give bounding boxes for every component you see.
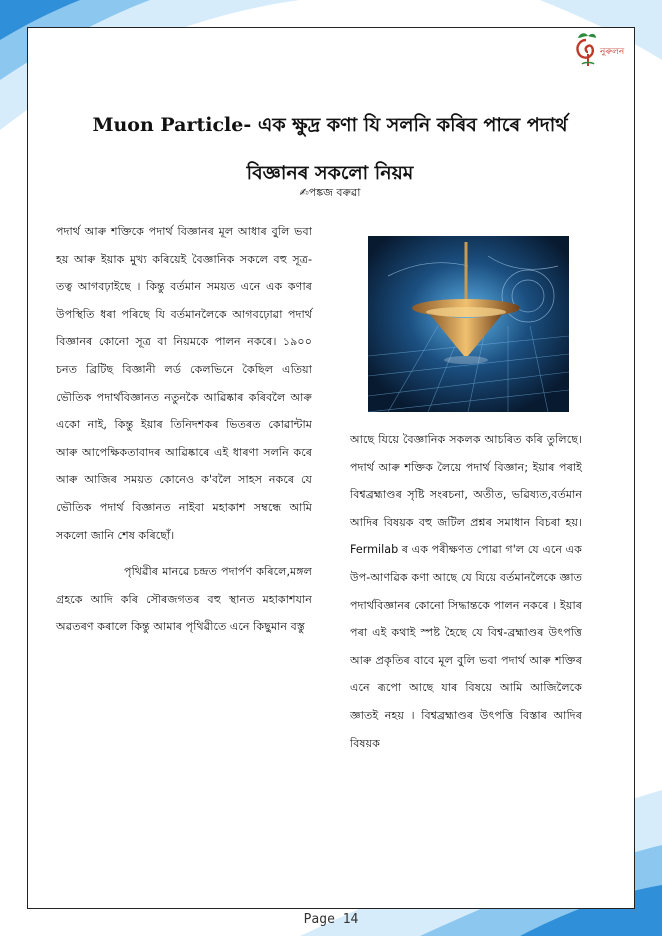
right-column: [350, 426, 582, 757]
body-paragraph: পৃথিৱীৰ মানৱে চন্দ্ৰত পদাৰ্পণ কৰিলে,মঙ্গল গ্ৰহকে আদি কৰি সৌৰজগতৰ বহু স্থানত মহাকাশযান অৱতৰণ কৰালে কিন্তু আমাৰ পৃথিৱীতে এনে কিছুমান বস্তু: [56, 565, 312, 634]
body-paragraph: পদাৰ্থ আৰু শক্তিকে পদাৰ্থ বিজ্ঞানৰ মূল আধাৰ বুলি ভবা হয় আৰু ইয়াক মুখ্য কৰিয়েই বৈজ্ঞানিক সকলে বহু সূত্ৰ-তত্ব আগবঢ়াইছে । কিন্তু বৰ্তমান সময়ত এনে এক কণাৰ উপস্থিতি ধৰা পৰিছে যি বৰ্তমানলৈকে আগবঢ়োৱা পদাৰ্থ বিজ্ঞানৰ কোনো সূত্ৰ বা নিয়মকে পালন নকৰে। ১৯০০ চনত ব্ৰিটিছ বিজ্ঞানী লৰ্ড কেলভিনে কৈছিল এতিয়া ভৌতিক পদাৰ্থবিজ্ঞানত নতুনকৈ আৱিষ্কাৰ কৰিবলৈ আৰু একো নাই, কিন্তু ইয়াৰ তিনিদশকৰ ভিতৰত কোৱান্টাম আৰু আপেক্ষিকতাবাদৰ আৱিষ্কাৰে এই ধাৰণা সলনি কৰে আৰু আজিৰ সময়ত কোনেও ক'বলৈ সাহস নকৰে যে ভৌতিক পদাৰ্থ বিজ্ঞানত নাইবা মহাকাশ সম্বন্ধে আমি সকলো জানি শেষ কৰিছোঁ।: [56, 225, 312, 542]
left-column: [56, 218, 312, 641]
page-number: Page 14: [303, 912, 359, 927]
body-paragraph: আছে যিয়ে বৈজ্ঞানিক সকলক আচৰিত কৰি তুলিছে। পদাৰ্থ আৰু শক্তিক লৈয়ে পদাৰ্থ বিজ্ঞান; ইয়াৰ পৰাই বিশ্বব্ৰহ্মাণ্ডৰ সৃষ্টি সংৰচনা, অতীত, ভৱিষ্যত,বৰ্তমান আদিৰ বিষয়ক বহু জটিল প্ৰশ্নৰ সমাধান বিচৰা হয়। Fermilab ৰ এক পৰীক্ষণত পোৱা গ'ল যে এনে এক উপ-আণৱিক কণা আছে যে যিয়ে বৰ্তমানলৈকে জ্ঞাত পদাৰ্থবিজ্ঞানৰ কোনো সিদ্ধান্তকে পালন নকৰে । ইয়াৰ পৰা এই কথাই স্পষ্ট হৈছে যে বিশ্ব-ব্ৰহ্মাণ্ডৰ উৎপত্তি আৰু প্ৰকৃতিৰ বাবে মূল বুলি ভবা পদাৰ্থ আৰু শক্তিৰ এনে ৰূপো আছে যাৰ বিষয়ে আমি আজিলৈকে জ্ঞাতই নহয় । বিশ্বব্ৰহ্মাণ্ডৰ উৎপত্তি বিস্তাৰ আদিৰ বিষয়ক: [350, 433, 582, 750]
article-title: Muon Particle- এক ক্ষুদ্ৰ কণা যি সলনি কৰিব পাৰে পদাৰ্থ বিজ্ঞানৰ সকলো নিয়ম: [92, 113, 568, 184]
author-byline: ✍পঙ্কজ বৰুৱা: [299, 186, 361, 199]
logo-text: নুৰুলন: [600, 47, 625, 57]
article-illustration: [368, 236, 569, 412]
